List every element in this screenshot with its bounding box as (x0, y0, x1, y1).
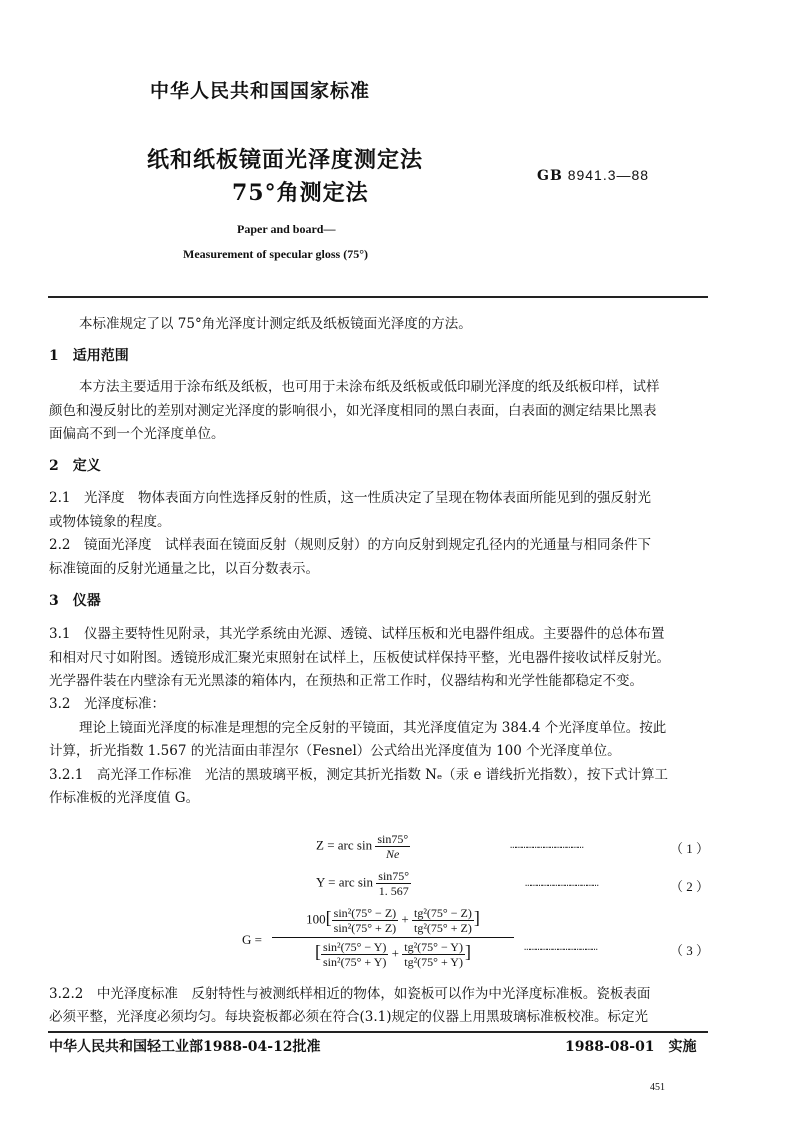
english-title-line1: Paper and board— (237, 222, 336, 236)
equation-3-term-d-den: tg²(75° + Y) (404, 955, 463, 969)
section-1-line-3: 面偏高不到一个光泽度单位。 (49, 426, 225, 442)
equation-3-big-fraction (272, 906, 514, 969)
equation-1-number: （ 1 ） (670, 841, 710, 856)
section-3-2-2-line-1: 3.2.2 中光泽度标准 反射特性与被测纸样相近的物体，如瓷板可以作为中光泽度标准板。瓷板表面 (49, 986, 651, 1002)
standard-code (537, 167, 649, 184)
document-subtitle: 75°角测定法 (232, 180, 369, 206)
section-2-heading: 2 定义 (49, 458, 101, 474)
equation-3-term-b-den: tg²(75° + Z) (414, 921, 472, 935)
document-title: 纸和纸板镜面光泽度测定法 (147, 147, 424, 173)
equation-3-plus-bottom: + (391, 945, 399, 961)
section-3-1-line-3: 光学器件装在内壁涂有无光黑漆的箱体内，在预热和正常工作时，仪器结构和光学性能都稳定不变。 (49, 673, 643, 689)
footer-divider (48, 1031, 708, 1033)
standard-code-number: 8941.3—88 (567, 167, 650, 183)
section-2-2-line-1: 2.2 镜面光泽度 试样表面在镜面反射（规则反射）的方向反射到规定孔径内的光通量与相同条件下 (49, 537, 651, 553)
equation-1-denominator: Ne (386, 847, 400, 861)
section-3-2-1-line-1: 3.2.1 高光泽工作标准 光洁的黑玻璃平板，测定其折光指数 Nₑ（汞 e 谱线折光指数），按下式计算工 (49, 767, 669, 783)
equation-1-fraction (375, 832, 410, 861)
page-number: 451 (650, 1082, 665, 1093)
section-3-heading: 3 仪器 (49, 593, 101, 609)
equation-1-numerator: sin75° (377, 832, 409, 846)
equation-2-fraction (376, 869, 411, 898)
section-3-1-line-1: 3.1 仪器主要特性见附录，其光学系统由光源、透镜、试样压板和光电器件组成。主要器件的总体布置 (49, 626, 665, 642)
equation-2-number: （ 2 ） (670, 879, 710, 894)
section-2-2-line-2: 标准镜面的反射光通量之比，以百分数表示。 (49, 561, 319, 577)
effective-date: 1988-08-01 实施 (565, 1039, 697, 1055)
equation-1-lhs: Z = arc sin (316, 837, 373, 853)
equation-3-numerator-row: 100[ $\frac{\text{sin²(75° − Z)}}{\text{sin²(75° + Z)}}$ + $\frac{\text{tg²(75° − Z)}}{\text{tg²(75° + Z)}}$ ] (272, 906, 514, 938)
equation-3-term-a (332, 906, 399, 935)
equation-3-term-d (402, 940, 465, 969)
section-1-heading: 1 适用范围 (49, 348, 129, 364)
equation-2-denominator: 1. 567 (378, 884, 409, 898)
equation-3-denominator-row: [ $\frac{\text{sin²(75° − Y)}}{\text{sin²(75° + Y)}}$ + $\frac{\text{tg²(75° − Y)}}{\text{tg²(75° + Y)}}$ ] (315, 940, 471, 969)
english-title-line2: Measurement of specular gloss (75°) (183, 247, 368, 261)
equation-2-numerator: sin75° (378, 869, 410, 883)
section-1-line-2: 颜色和漫反射比的差别对测定光泽度的影响很小，如光泽度相同的黑白表面，白表面的测定结果比黑表 (49, 403, 657, 419)
standard-code-prefix: GB (537, 168, 563, 184)
section-3-1-line-2: 和相对尺寸如附图。透镜形成汇聚光束照射在试样上，压板使试样保持平整，光电器件接收试样反射光。 (49, 650, 670, 666)
standard-org-header: 中华人民共和国国家标准 (150, 80, 371, 102)
section-3-2-line-1: 理论上镜面光泽度的标准是理想的完全反射的平镜面，其光泽度值定为 384.4 个光泽度单位。按此 (79, 720, 667, 736)
section-3-2-line-2: 计算，折光指数 1.567 的光洁面由菲涅尔（Fesnel）公式给出光泽度值为 100 个光泽度单位。 (49, 743, 621, 759)
equation-3-term-c-den: sin²(75° + Y) (323, 955, 387, 969)
equation-3-term-b-num: tg²(75° − Z) (414, 906, 472, 920)
equation-3-term-a-den: sin²(75° + Z) (333, 921, 397, 935)
equation-3-term-d-num: tg²(75° − Y) (404, 940, 463, 954)
section-3-2-2-line-2: 必须平整，光泽度必须均匀。每块瓷板都必须在符合(3.1)规定的仪器上用黑玻璃标准板校准。标定光 (49, 1009, 649, 1025)
equation-3-term-c-num: sin²(75° − Y) (323, 940, 387, 954)
section-2-1-line-2: 或物体镜象的程度。 (49, 514, 171, 530)
equation-3-leader: ………………………………… (524, 942, 597, 954)
equation-2 (316, 869, 411, 898)
equation-1 (316, 832, 410, 861)
header-divider (48, 296, 708, 298)
approval-statement: 中华人民共和国轻工业部1988-04-12批准 (49, 1039, 321, 1055)
equation-3-plus-top: + (401, 911, 409, 927)
equation-3-prefix: 100 (306, 911, 326, 927)
section-2-1-line-1: 2.1 光泽度 物体表面方向性选择反射的性质，这一性质决定了呈现在物体表面所能见到的强反射光 (49, 490, 651, 506)
equation-3-term-c (321, 940, 388, 969)
section-3-2-heading: 3.2 光泽度标准： (49, 696, 165, 712)
intro-paragraph: 本标准规定了以 75°角光泽度计测定纸及纸板镜面光泽度的方法。 (79, 316, 472, 332)
section-1-line-1: 本方法主要适用于涂布纸及纸板，也可用于未涂布纸及纸板或低印刷光泽度的纸及纸板印样，试样 (79, 379, 660, 395)
equation-3-lhs: G = (242, 932, 262, 947)
equation-3-term-b (412, 906, 474, 935)
equation-3-number: （ 3 ） (670, 943, 710, 958)
section-3-2-1-line-2: 作标准板的光泽度值 G。 (49, 790, 200, 806)
equation-2-lhs: Y = arc sin (316, 874, 374, 890)
equation-3-term-a-num: sin²(75° − Z) (333, 906, 397, 920)
equation-1-leader: ………………………………… (510, 840, 583, 852)
equation-2-leader: ………………………………… (525, 878, 598, 890)
